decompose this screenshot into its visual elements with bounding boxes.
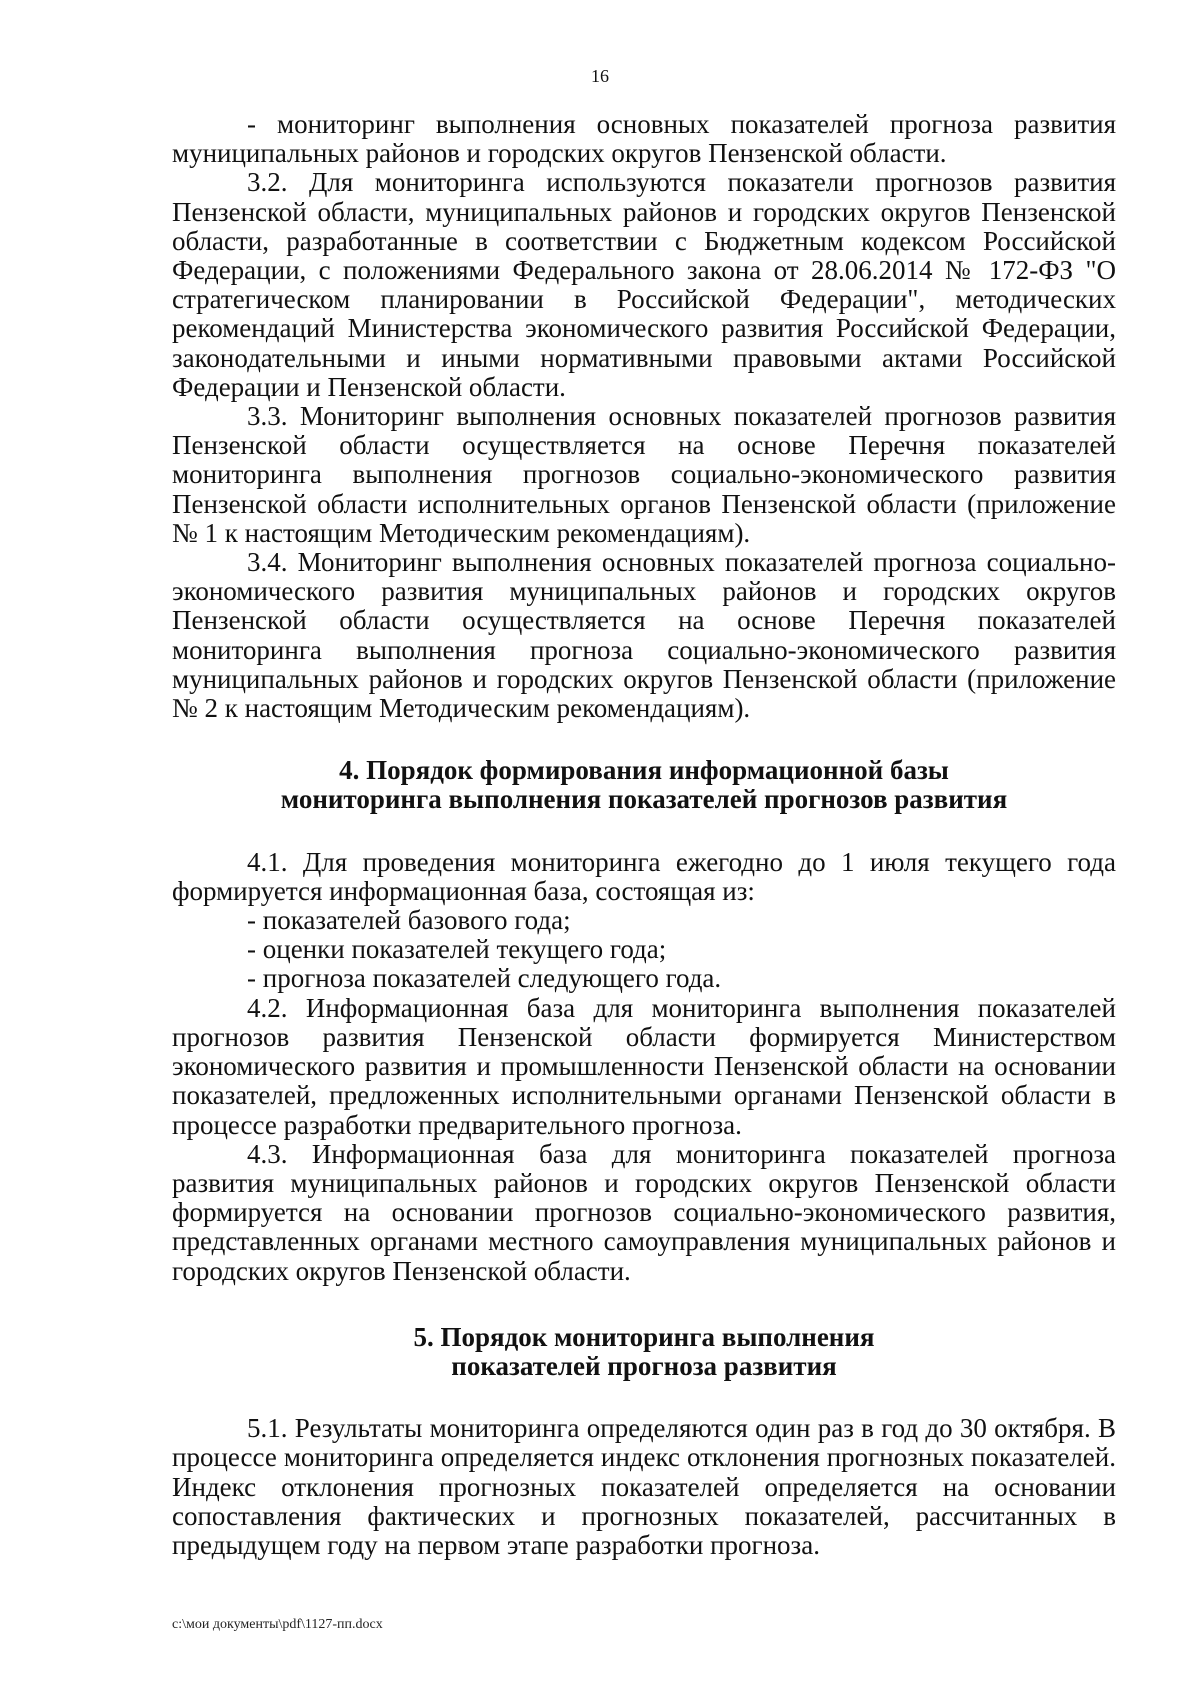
list-item: - оценки показателей текущего года; <box>247 934 667 965</box>
page-number: 16 <box>591 66 609 86</box>
paragraph-5-1: 5.1. Результаты мониторинга определяются один раз в год до 30 октября. В процессе мониторинга определяется индекс отклонения прогнозных показателей. Индекс отклонения прогнозных показателей определяется на основании сопоставления фактических и прогнозных показателей, рассчитанных в предыдущем году на первом этапе разработки прогноза. <box>172 1413 1116 1560</box>
list-item: - показателей базового года; <box>247 905 571 936</box>
paragraph-4-2: 4.2. Информационная база для мониторинга выполнения показателей прогнозов развития Пензенской области формируется Министерством экономического развития и промышленности Пензенской области на основании показателей, предложенных исполнительными органами Пензенской области в процессе разработки предварительного прогноза. <box>172 992 1116 1140</box>
list-item: - мониторинг выполнения основных показателей прогноза развития муниципальных районов и городских округов Пензенской области. <box>172 109 1116 169</box>
section-5-heading <box>172 1323 1116 1381</box>
paragraph-3-4: 3.4. Мониторинг выполнения основных показателей прогноза социально-экономического развития муниципальных районов и городских округов Пензенской области осуществляется на основе Перечня показателей мониторинга выполнения прогноза социально-экономического развития муниципальных районов и городских округов Пензенской области (приложение № 2 к настоящим Методическим рекомендациям). <box>172 547 1116 724</box>
section-5-heading-line-1: 5. Порядок мониторинга выполнения <box>413 1321 875 1352</box>
section-5-heading-line-2: показателей прогноза развития <box>451 1350 837 1381</box>
section-4-heading-line-2: мониторинга выполнения показателей прогнозов развития <box>280 784 1008 815</box>
paragraph-4-3: 4.3. Информационная база для мониторинга показателей прогноза развития муниципальных районов и городских округов Пензенской области формируется на основании прогнозов социально-экономического развития, представленных органами местного самоуправления муниципальных районов и городских округов Пензенской области. <box>172 1138 1116 1286</box>
footer-file-path: c:\мои документы\pdf\1127-пп.docx <box>172 1617 383 1632</box>
document-body <box>172 110 1116 1560</box>
paragraph-4-1: 4.1. Для проведения мониторинга ежегодно до 1 июля текущего года формируется информационная база, состоящая из: <box>172 846 1116 906</box>
section-4-heading <box>172 756 1116 814</box>
paragraph-3-2: 3.2. Для мониторинга используются показатели прогнозов развития Пензенской области, муниципальных районов и городских округов Пензенской области, разработанные в соответствии с Бюджетным кодексом Российской Федерации, с положениями Федерального закона от 28.06.2014 № 172-ФЗ "О стратегическом планировании в Российской Федерации", методических рекомендаций Министерства экономического развития Российской Федерации, законодательными и иными нормативными правовыми актами Российской Федерации и Пензенской области. <box>172 167 1116 402</box>
section-4-heading-line-1: 4. Порядок формирования информационной базы <box>339 755 949 786</box>
list-item: - прогноза показателей следующего года. <box>247 963 722 994</box>
paragraph-3-3: 3.3. Мониторинг выполнения основных показателей прогнозов развития Пензенской области осуществляется на основе Перечня показателей мониторинга выполнения прогнозов социально-экономического развития Пензенской области исполнительных органов Пензенской области (приложение № 1 к настоящим Методическим рекомендациям). <box>172 401 1116 548</box>
